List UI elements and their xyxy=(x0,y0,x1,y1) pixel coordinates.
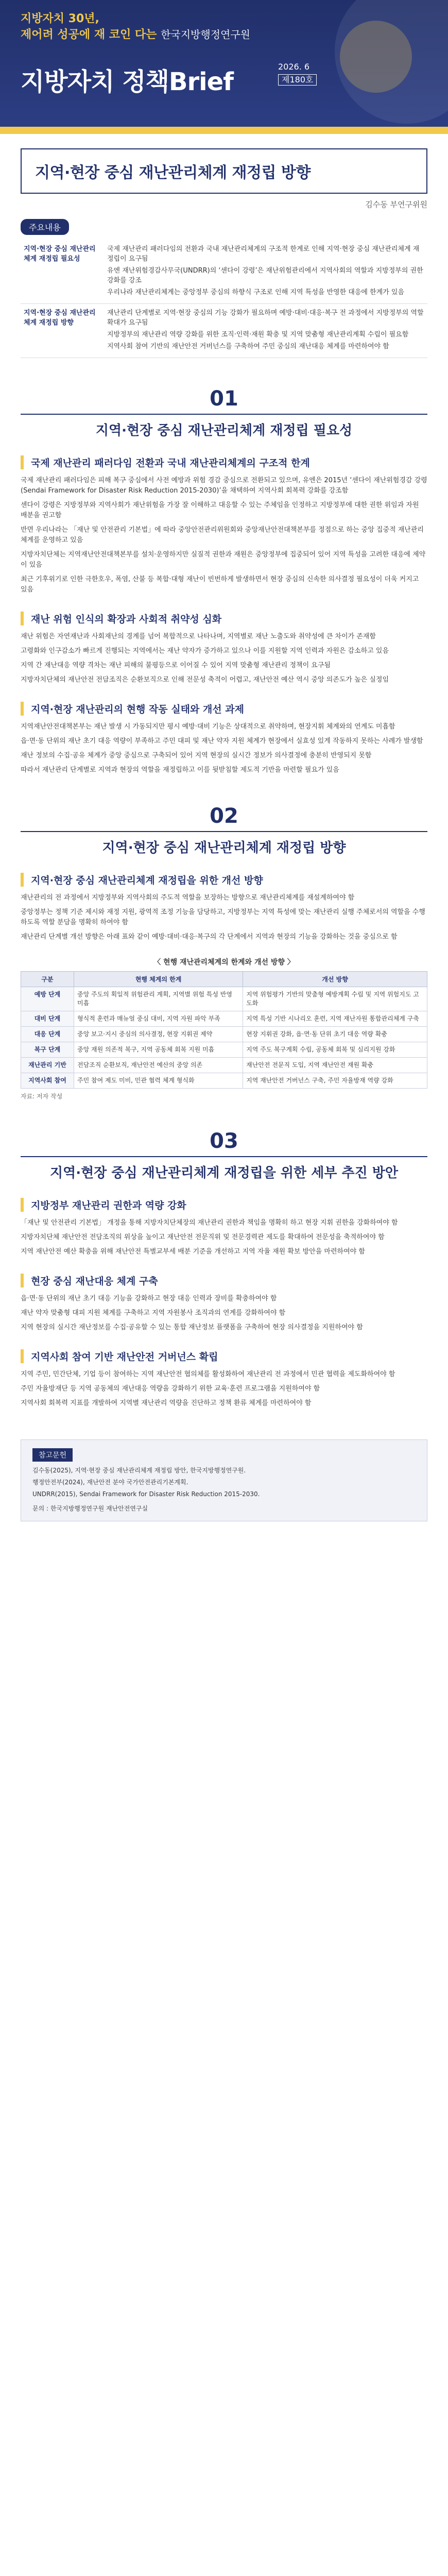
section-1-sub-1 xyxy=(21,455,427,595)
reference-item: 김수동(2025), 지역·현장 중심 재난관리체계 재정립 방안, 한국지방행정연구원. xyxy=(32,1467,246,1474)
table-cell: 주민 참여 제도 미비, 민관 협력 체계 형식화 xyxy=(74,1073,243,1089)
table-row xyxy=(21,1027,427,1042)
paragraph: 최근 기후위기로 인한 극한호우, 폭염, 산불 등 복합·대형 재난이 빈번하게 발생하면서 현장 중심의 신속한 의사결정 필요성이 더욱 커지고 있음 xyxy=(21,575,419,594)
subsection-title: 현장 중심 재난대응 체계 구축 xyxy=(21,1274,427,1287)
paragraph: 지역사회 회복력 지표를 개발하여 지역별 재난관리 역량을 진단하고 정책 환류 체계를 마련하여야 함 xyxy=(21,1399,312,1407)
summary-value xyxy=(104,240,427,304)
section-divider xyxy=(21,1156,427,1157)
tagline-line-2: 제어려 성공에 재 코인 다는 xyxy=(21,28,157,41)
table-cell: 형식적 훈련과 매뉴얼 중심 대비, 지역 자원 파악 부족 xyxy=(74,1011,243,1027)
section-1-sub-2 xyxy=(21,612,427,685)
paragraph: 재난관리의 전 과정에서 지방정부와 지역사회의 주도적 역할을 보장하는 방향으로 재난관리체계를 재설계하여야 함 xyxy=(21,894,355,902)
article-title-box xyxy=(21,148,427,194)
summary-line: 유엔 재난위험경감사무국(UNDRR)의 ‘센다이 강령’은 재난위험관리에서 지역사회의 역할과 지방정부의 권한 강화를 강조 xyxy=(107,267,423,284)
article-author: 김수동 부연구위원 xyxy=(365,200,427,209)
subsection-title: 지방정부 재난관리 권한과 역량 강화 xyxy=(21,1198,427,1212)
section-1-header xyxy=(21,387,427,439)
paragraph: 지역재난안전대책본부는 재난 발생 시 가동되지만 평시 예방·대비 기능은 상대적으로 취약하며, 현장지휘 체계와의 연계도 미흡함 xyxy=(21,723,395,731)
section-3-sub-1 xyxy=(21,1198,427,1257)
section-number: 01 xyxy=(210,387,238,411)
section-2-header xyxy=(21,804,427,856)
subsection-title: 재난 위험 인식의 확장과 사회적 취약성 심화 xyxy=(21,612,427,625)
summary-row xyxy=(21,304,427,358)
table-row xyxy=(21,1058,427,1073)
table-cell-phase: 복구 단계 xyxy=(21,1042,74,1058)
paragraph: 센다이 강령은 지방정부와 지역사회가 재난위험을 가장 잘 이해하고 대응할 수 있는 주체임을 인정하고 지방정부에 대한 권한 위임과 자원 배분을 권고함 xyxy=(21,501,419,519)
article-title: 지역·현장 중심 재난관리체계 재정립 방향 xyxy=(35,164,311,182)
issue-number: 제180호 xyxy=(278,74,317,86)
paragraph: 중앙정부는 정책 기준 제시와 재정 지원, 광역적 조정 기능을 담당하고, 지방정부는 지역 특성에 맞는 재난관리 실행 주체로서의 역할을 수행하도록 역할 분담을 명확히 하여야 함 xyxy=(21,908,425,926)
summary-line: 국제 재난관리 패러다임의 전환과 국내 재난관리체계의 구조적 한계로 인해 지역·현장 중심 재난관리체계 재정립이 요구됨 xyxy=(107,245,420,263)
paragraph: 재난 위험은 자연재난과 사회재난의 경계를 넘어 복합적으로 나타나며, 지역별로 재난 노출도와 취약성에 큰 차이가 존재함 xyxy=(21,633,376,640)
references-label: 참고문헌 xyxy=(32,1448,73,1462)
section-3-sub-3 xyxy=(21,1349,427,1409)
table-header-cell: 현행 체계의 한계 xyxy=(74,972,243,987)
table-cell: 지역 주도 복구계획 수립, 공동체 회복 및 심리지원 강화 xyxy=(243,1042,427,1058)
table-cell: 중앙 보고·지시 중심의 의사결정, 현장 지휘권 제약 xyxy=(74,1027,243,1042)
summary-key: 지역·현장 중심 재난관리체계 재정립 방향 xyxy=(21,304,104,358)
table-cell-phase: 지역사회 참여 xyxy=(21,1073,74,1089)
section-3-header xyxy=(21,1129,427,1181)
section-2-sub-1 xyxy=(21,873,427,942)
tagline-org: 한국지방행정연구원 xyxy=(161,28,250,41)
section-title: 지역·현장 중심 재난관리체계 재정립 방향 xyxy=(102,840,346,856)
tagline-line-1: 지방자치 30년, xyxy=(21,12,99,25)
summary-key: 지역·현장 중심 재난관리체계 재정립 필요성 xyxy=(21,240,104,304)
brief-header xyxy=(0,0,448,134)
paragraph: 지방자치단체의 재난안전 전담조직은 순환보직으로 인해 전문성 축적이 어렵고, 재난안전 예산 역시 중앙 의존도가 높은 실정임 xyxy=(21,676,389,684)
section-1-sub-3 xyxy=(21,702,427,775)
paragraph: 지방자치단체 재난안전 전담조직의 위상을 높이고 재난안전 전문직위 및 전문경력관 제도를 확대하여 전문성을 축적하여야 함 xyxy=(21,1233,385,1241)
table-header-cell: 개선 방향 xyxy=(243,972,427,987)
paragraph: 주민 자율방재단 등 지역 공동체의 재난대응 역량을 강화하기 위한 교육·훈련 프로그램을 지원하여야 함 xyxy=(21,1385,320,1393)
subsection-title: 지역·현장 중심 재난관리체계 재정립을 위한 개선 방향 xyxy=(21,873,427,887)
reference-item: 행정안전부(2024), 재난안전 분야 국가안전관리기본계획. xyxy=(32,1479,188,1486)
table-cell: 현장 지휘권 강화, 읍·면·동 단위 초기 대응 역량 확충 xyxy=(243,1027,427,1042)
improvement-table xyxy=(21,971,427,1089)
inquiry-line: 문의 : 한국지방행정연구원 재난안전연구실 xyxy=(32,1505,148,1512)
table-cell: 중앙 재원 의존적 복구, 지역 공동체 회복 지원 미흡 xyxy=(74,1042,243,1058)
issue-info xyxy=(278,62,317,86)
summary-row xyxy=(21,240,427,304)
table-cell-phase: 대비 단계 xyxy=(21,1011,74,1027)
paragraph: 「재난 및 안전관리 기본법」 개정을 통해 지방자치단체장의 재난관리 권한과 책임을 명확히 하고 현장 지휘 권한을 강화하여야 함 xyxy=(21,1219,398,1227)
section-number: 03 xyxy=(210,1129,238,1153)
improvement-table-block xyxy=(21,957,427,1100)
table-row xyxy=(21,987,427,1011)
paragraph: 재난 정보의 수집·공유 체계가 중앙 중심으로 구축되어 있어 지역 현장의 실시간 정보가 의사결정에 충분히 반영되지 못함 xyxy=(21,752,372,759)
table-cell: 중앙 주도의 획일적 위험관리 계획, 지역별 위험 특성 반영 미흡 xyxy=(74,987,243,1011)
table-header-row xyxy=(21,972,427,987)
header-decoration-circle-accent xyxy=(340,21,412,93)
summary-box xyxy=(21,219,427,358)
paragraph: 지역 간 재난대응 역량 격차는 재난 피해의 불평등으로 이어질 수 있어 지역 맞춤형 재난관리 정책이 요구됨 xyxy=(21,662,331,669)
paragraph: 읍·면·동 단위의 재난 초기 대응 역량이 부족하고 주민 대피 및 재난 약자 지원 체계가 현장에서 실효성 있게 작동하지 못하는 사례가 발생함 xyxy=(21,737,423,745)
section-title: 지역·현장 중심 재난관리체계 재정립 필요성 xyxy=(95,423,353,438)
subsection-title: 지역·현장 재난관리의 현행 작동 실태와 개선 과제 xyxy=(21,702,427,716)
table-caption: 〈 현행 재난관리체계의 한계와 개선 방향 〉 xyxy=(153,958,295,967)
section-divider xyxy=(21,831,427,832)
table-cell: 지역 재난안전 거버넌스 구축, 주민 자율방재 역량 강화 xyxy=(243,1073,427,1089)
table-cell: 재난안전 전문직 도입, 지역 재난안전 재원 확충 xyxy=(243,1058,427,1073)
table-row xyxy=(21,1011,427,1027)
paragraph: 재난 약자 맞춤형 대피 지원 체계를 구축하고 지역 자원봉사 조직과의 연계를 강화하여야 함 xyxy=(21,1309,286,1317)
table-cell: 전담조직 순환보직, 재난안전 예산의 중앙 의존 xyxy=(74,1058,243,1073)
table-cell-phase: 재난관리 기반 xyxy=(21,1058,74,1073)
table-source: 자료: 저자 작성 xyxy=(21,1093,63,1100)
paragraph: 고령화와 인구감소가 빠르게 진행되는 지역에서는 재난 약자가 증가하고 있으나 이를 지원할 지역 인력과 자원은 감소하고 있음 xyxy=(21,647,389,655)
summary-table xyxy=(21,240,427,358)
table-row xyxy=(21,1042,427,1058)
paragraph: 지방자치단체는 지역재난안전대책본부를 설치·운영하지만 실질적 권한과 재원은 중앙정부에 집중되어 있어 지역 특성을 고려한 대응에 제약이 있음 xyxy=(21,551,426,569)
summary-line: 지방정부의 재난관리 역량 강화를 위한 조직·인력·재원 확충 및 지역 맞춤형 재난관리계획 수립이 필요함 xyxy=(107,331,409,338)
table-cell: 지역 특성 기반 시나리오 훈련, 지역 재난자원 통합관리체계 구축 xyxy=(243,1011,427,1027)
section-divider xyxy=(21,414,427,415)
subsection-title: 지역사회 참여 기반 재난안전 거버넌스 확립 xyxy=(21,1349,427,1363)
issue-date: 2026. 6 xyxy=(278,62,310,72)
paragraph: 지역 재난안전 예산 확충을 위해 재난안전 특별교부세 배분 기준을 개선하고 지역 자율 재원 확보 방안을 마련하여야 함 xyxy=(21,1248,365,1256)
header-accent-bar xyxy=(0,127,448,134)
references-box xyxy=(21,1439,427,1521)
table-cell-phase: 대응 단계 xyxy=(21,1027,74,1042)
paragraph: 반면 우리나라는 「재난 및 안전관리 기본법」에 따라 중앙안전관리위원회와 중앙재난안전대책본부를 정점으로 하는 중앙 집중적 재난관리체계를 운영하고 있음 xyxy=(21,526,424,544)
table-cell-phase: 예방 단계 xyxy=(21,987,74,1011)
paragraph: 읍·면·동 단위의 재난 초기 대응 기능을 강화하고 현장 대응 인력과 장비를 확충하여야 함 xyxy=(21,1295,277,1302)
section-3-sub-2 xyxy=(21,1274,427,1333)
brand-title: 지방자치 정책Brief xyxy=(21,67,234,96)
table-cell: 지역 위험평가 기반의 맞춤형 예방계획 수립 및 지역 위험지도 고도화 xyxy=(243,987,427,1011)
table-header-cell: 구분 xyxy=(21,972,74,987)
reference-item: UNDRR(2015), Sendai Framework for Disaster Risk Reduction 2015-2030. xyxy=(32,1490,260,1498)
summary-line: 우리나라 재난관리체계는 중앙정부 중심의 하향식 구조로 인해 지역 특성을 반영한 대응에 한계가 있음 xyxy=(107,289,405,296)
section-title: 지역·현장 중심 재난관리체계 재정립을 위한 세부 추진 방안 xyxy=(49,1165,399,1181)
header-tagline xyxy=(21,11,250,43)
paragraph: 국제 재난관리 패러다임은 피해 복구 중심에서 사전 예방과 위험 경감 중심으로 전환되고 있으며, 유엔은 2015년 ‘센다이 재난위험경감 강령(Sendai Framework for Disaster Risk Reduction 2015-2030)’을 채택하여 지역사회 회복력 강화를 강조함 xyxy=(21,477,427,495)
summary-line: 재난관리 단계별로 지역·현장 중심의 기능 강화가 필요하며 예방·대비·대응·복구 전 과정에서 지방정부의 역할 확대가 요구됨 xyxy=(107,309,424,327)
paragraph: 지역 현장의 실시간 재난정보를 수집·공유할 수 있는 통합 재난정보 플랫폼을 구축하여 현장 의사결정을 지원하여야 함 xyxy=(21,1324,363,1331)
summary-value xyxy=(104,304,427,358)
table-row xyxy=(21,1073,427,1089)
summary-tag: 주요내용 xyxy=(21,219,69,235)
paragraph: 지역 주민, 민간단체, 기업 등이 참여하는 지역 재난안전 협의체를 활성화하여 재난관리 전 과정에서 민관 협력을 제도화하여야 함 xyxy=(21,1370,395,1378)
section-number: 02 xyxy=(210,804,238,828)
paragraph: 재난관리 단계별 개선 방향은 아래 표와 같이 예방·대비·대응·복구의 각 단계에서 지역과 현장의 기능을 강화하는 것을 중심으로 함 xyxy=(21,933,398,941)
paragraph: 따라서 재난관리 단계별로 지역과 현장의 역할을 재정립하고 이를 뒷받침할 제도적 기반을 마련할 필요가 있음 xyxy=(21,766,339,774)
summary-line: 지역사회 참여 기반의 재난안전 거버넌스를 구축하여 주민 중심의 재난대응 체계를 마련하여야 함 xyxy=(107,343,389,350)
subsection-title: 국제 재난관리 패러다임 전환과 국내 재난관리체계의 구조적 한계 xyxy=(21,455,427,469)
